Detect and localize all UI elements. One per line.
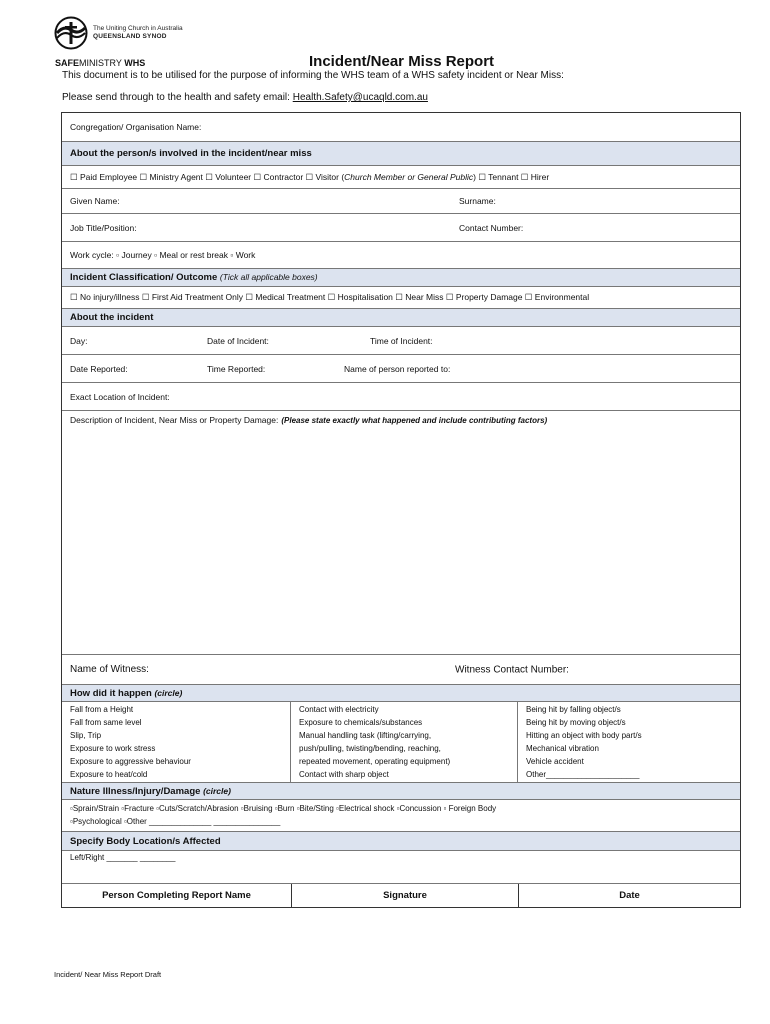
uniting-church-logo-icon [54,16,88,50]
how-option[interactable]: Exposure to heat/cold [70,770,148,779]
date-row[interactable] [62,327,740,355]
description-note: (Please state exactly what happened and include contributing factors) [281,416,548,425]
email-instruction [62,92,428,103]
classification-heading [62,269,740,287]
witness-row[interactable] [62,655,740,685]
how-option[interactable]: Slip, Trip [70,731,102,740]
person-heading-text: About the person/s involved in the incident/near miss [70,148,312,159]
how-option[interactable]: Being hit by falling object/s [526,705,621,714]
about-heading [62,309,740,327]
how-option[interactable]: repeated movement, operating equipment) [299,757,451,766]
incident-form [61,112,741,908]
surname-label: Surname: [459,196,496,206]
location-row[interactable] [62,383,740,411]
about-heading-text: About the incident [70,312,154,323]
how-title: How did it happen [70,687,152,699]
description-row[interactable] [62,411,740,655]
how-options [62,702,740,783]
body-heading-text: Specify Body Location/s Affected [70,835,221,847]
intro-text: This document is to be utilised for the purpose of informing the WHS team of a WHS safety incident or Near Miss: [62,70,564,81]
nature-heading-text [70,786,231,797]
organisation-logo [54,16,183,50]
body-row[interactable] [62,851,740,884]
date-of-incident-label: Date of Incident: [207,335,269,346]
how-column-1 [62,702,290,782]
email-link[interactable]: Health.Safety@ucaqld.com.au [292,92,428,103]
person-types-end: ) ☐ Tennant ☐ Hirer [473,171,550,182]
signature-cell[interactable] [291,884,518,907]
witness-contact-label: Witness Contact Number: [455,664,569,675]
footer-text: Incident/ Near Miss Report Draft [54,970,162,979]
how-option[interactable]: Contact with sharp object [299,770,389,779]
org-label: Congregation/ Organisation Name: [70,122,202,132]
signature-label: Signature [383,890,427,901]
witness-name-label: Name of Witness: [70,664,149,675]
reported-row[interactable] [62,355,740,383]
org-row[interactable] [62,113,740,142]
how-option[interactable]: push/pulling, twisting/bending, reaching, [299,744,441,753]
work-cycle-row[interactable] [62,242,740,269]
completing-name-cell[interactable] [62,884,291,907]
how-option[interactable]: Being hit by moving object/s [526,718,626,727]
date-label: Date [619,890,640,901]
job-row[interactable] [62,214,740,242]
how-option[interactable]: Fall from a Height [70,705,134,714]
email-prefix: Please send through to the health and safety email: [62,92,293,103]
classification-heading-text [70,272,318,283]
day-label: Day: [70,335,88,346]
safeministry-label [55,58,145,68]
time-reported-label: Time Reported: [207,363,266,374]
how-column-2 [290,702,517,782]
classification-row[interactable] [62,287,740,309]
logo-line-1: The Uniting Church in Australia [93,25,183,32]
name-reported-to-label: Name of person reported to: [344,363,451,374]
person-types-row[interactable] [62,166,740,189]
job-title-label: Job Title/Position: [70,222,137,233]
nature-title: Nature Illness/Injury/Damage [70,785,201,797]
classification-title: Incident Classification/ Outcome [70,272,218,283]
safe-prefix: SAFE [55,58,80,68]
visitor-type-note: Church Member or General Public [344,171,474,182]
person-types-text: ☐ Paid Employee ☐ Ministry Agent ☐ Volunteer ☐ Contractor ☐ Visitor ( [70,171,345,182]
page-title: Incident/Near Miss Report [309,53,495,70]
person-types [70,172,549,183]
how-option[interactable]: Other_____________________ [526,770,640,779]
classification-note: (Tick all applicable boxes) [219,272,318,282]
how-option[interactable]: Exposure to chemicals/substances [299,718,423,727]
nature-options-line-1: ▫Sprain/Strain ▫Fracture ▫Cuts/Scratch/Abrasion ▫Bruising ▫Burn ▫Bite/Sting ▫Electrical shock ▫Concussion ▫ Foreign Body [70,804,497,813]
description-label [70,415,547,425]
name-row[interactable] [62,189,740,214]
body-heading [62,832,740,851]
how-note: (circle) [154,687,183,698]
person-heading [62,142,740,166]
whs-suffix: WHS [124,58,146,68]
work-cycle-options: Work cycle: ▫ Journey ▫ Meal or rest break ▫ Work [70,250,256,260]
how-option[interactable]: Mechanical vibration [526,744,599,753]
how-option[interactable]: Manual handling task (lifting/carrying, [299,731,432,740]
date-reported-label: Date Reported: [70,363,128,374]
how-option[interactable]: Vehicle accident [526,757,584,766]
given-name-label: Given Name: [70,196,120,206]
how-option[interactable]: Fall from same level [70,718,142,727]
how-heading [62,685,740,702]
completing-name-label: Person Completing Report Name [102,890,251,901]
signature-row [62,884,740,907]
time-of-incident-label: Time of Incident: [370,335,433,346]
classification-options: ☐ No injury/illness ☐ First Aid Treatment Only ☐ Medical Treatment ☐ Hospitalisation ☐ Near Miss ☐ Property Damage ☐ Environmental [70,292,590,302]
nature-heading [62,783,740,800]
body-location-line: Left/Right _______ ________ [70,853,176,862]
exact-location-label: Exact Location of Incident: [70,391,170,402]
description-label-text: Description of Incident, Near Miss or Property Damage: [70,415,279,425]
how-option[interactable]: Contact with electricity [299,705,379,714]
how-heading-text [70,688,182,699]
logo-line-2: QUEENSLAND SYNOD [93,33,167,40]
ministry-text: MINISTRY [79,58,125,68]
contact-number-label: Contact Number: [459,222,524,233]
how-column-3 [517,702,740,782]
how-option[interactable]: Exposure to aggressive behaviour [70,757,191,766]
how-option[interactable]: Exposure to work stress [70,744,156,753]
how-option[interactable]: Hitting an object with body part/s [526,731,642,740]
nature-options-line-2: ▫Psychological ▫Other ______________ _______________ [70,817,281,826]
nature-note: (circle) [203,785,231,796]
date-cell[interactable] [518,884,740,907]
nature-options[interactable] [62,800,740,832]
